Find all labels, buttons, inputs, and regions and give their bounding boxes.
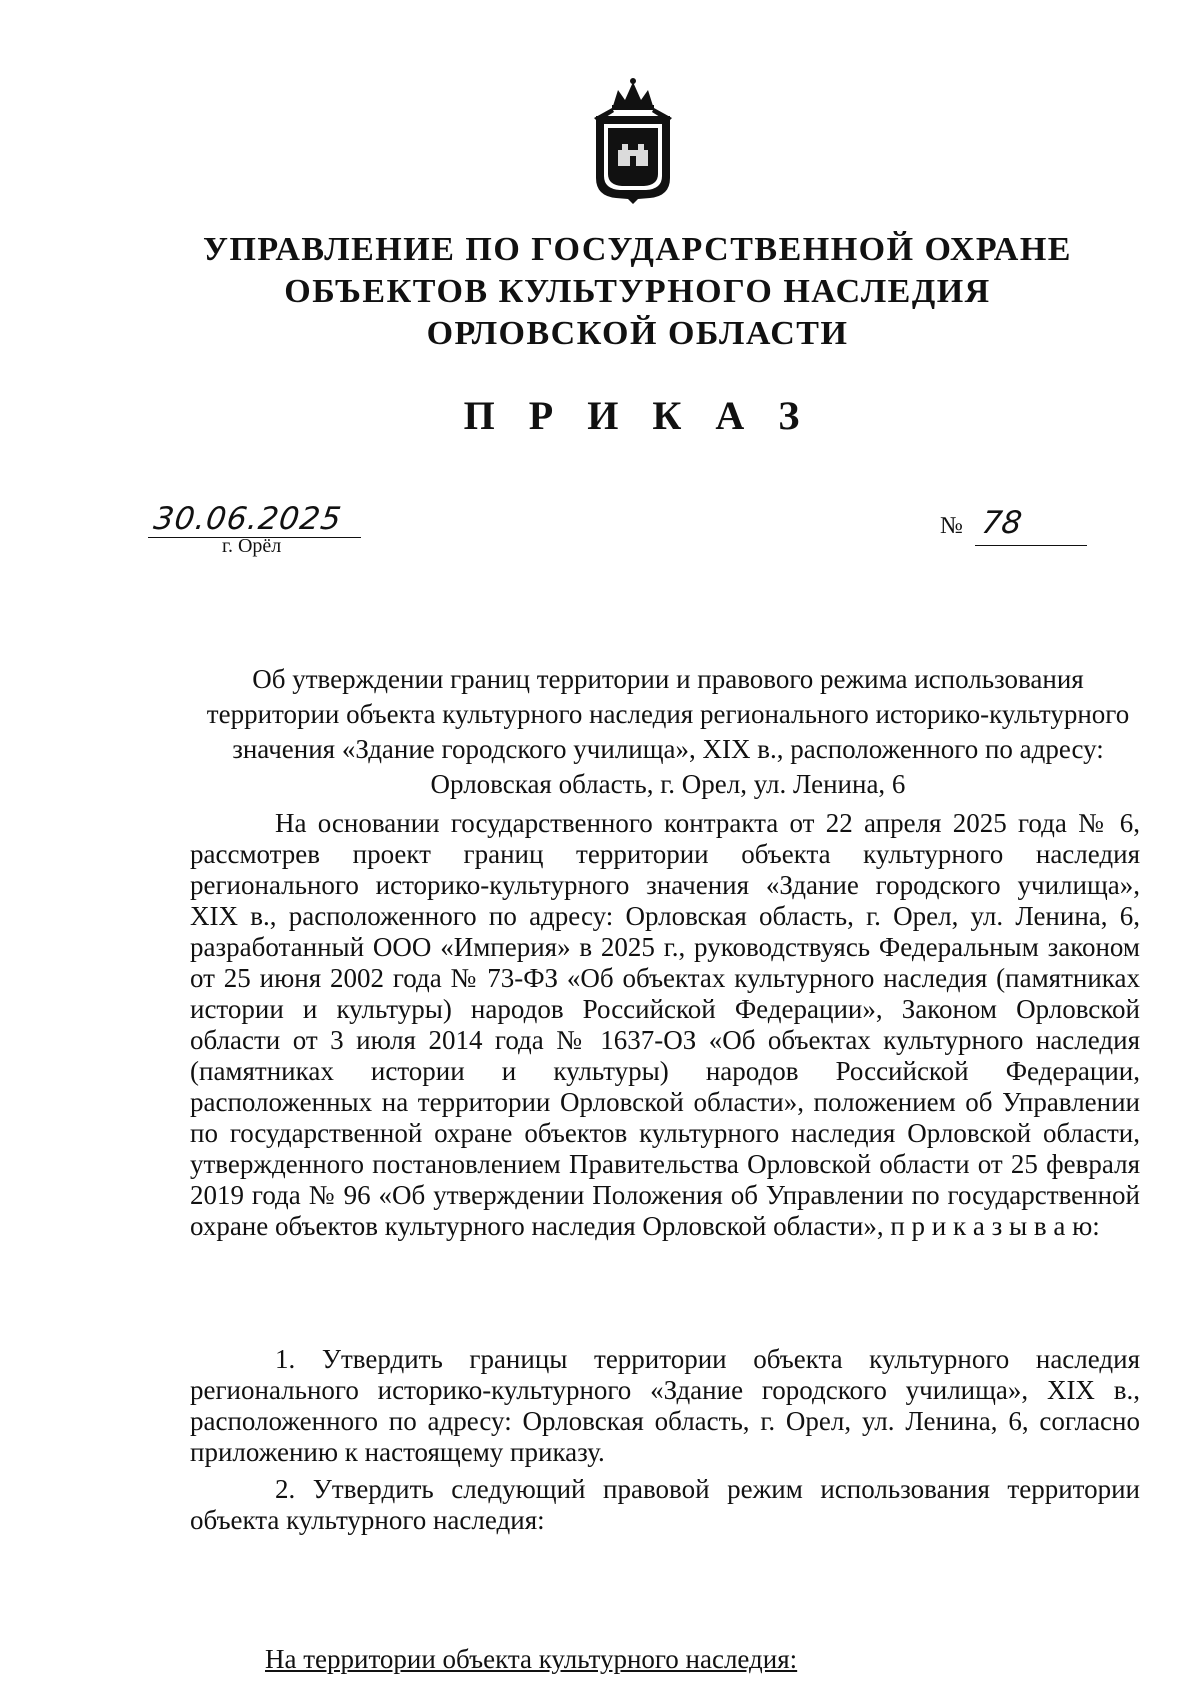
- number-underline: [975, 545, 1087, 546]
- section-heading: На территории объекта культурного наследия:: [265, 1644, 798, 1674]
- order-item-1: 1. Утвердить границы территории объекта культурного наследия регионального историко-культурного «Здание городского училища», XIX в., расположенного по адресу: Орловская область, г. Орел, ул. Ленина, 6, согласно приложению к настоящему приказу.: [190, 1344, 1140, 1467]
- subject-line-2: территории объекта культурного наследия регионального историко-культурного: [206, 699, 1130, 729]
- issuing-authority-line-1: УПРАВЛЕНИЕ ПО ГОСУДАРСТВЕННОЙ ОХРАНЕ: [203, 231, 1072, 268]
- orel-region-coat-of-arms-icon: [588, 78, 678, 204]
- issuing-authority-line-2: ОБЪЕКТОВ КУЛЬТУРНОГО НАСЛЕДИЯ: [284, 273, 991, 310]
- order-item-2: 2. Утвердить следующий правовой режим использования территории объекта культурного наследия:: [190, 1474, 1140, 1535]
- preamble-paragraph: На основании государственного контракта от 22 апреля 2025 года № 6, рассмотрев проект границ территории объекта культурного наследия регионального историко-культурного значения «Здание городского училища», XIX в., расположенного по адресу: Орловская область, г. Орел, ул. Ленина, 6, разработанный ООО «Империя» в 2025 г., руководствуясь Федеральным законом от 25 июня 2002 года № 73-ФЗ «Об объектах культурного наследия (памятниках истории и культуры) народов Российской Федерации», Законом Орловской области от 3 июля 2014 года № 1637-ОЗ «Об объектах культурного наследия (памятниках истории и культуры) народов Российской Федерации, расположенных на территории Орловской области», положением об Управлении по государственной охране объектов культурного наследия Орловской области, утвержденного постановлением Правительства Орловской области от 25 февраля 2019 года № 96 «Об утверждении Положения об Управлении по государственной охране объектов культурного наследия Орловской области», п р и к а з ы в а ю:: [190, 808, 1140, 1241]
- city-label: г. Орёл: [222, 535, 282, 557]
- order-subject: [188, 662, 1148, 802]
- subject-line-3: значения «Здание городского училища», XIX в., расположенного по адресу:: [232, 734, 1104, 764]
- issuing-authority-line-3: ОРЛОВСКОЙ ОБЛАСТИ: [426, 315, 849, 352]
- document-type-title: П Р И К А З: [463, 393, 812, 438]
- handwritten-date: 30.06.2025: [151, 501, 345, 537]
- number-sign: №: [940, 513, 963, 539]
- subject-line-4: Орловская область, г. Орел, ул. Ленина, 6: [430, 769, 906, 799]
- handwritten-order-number: 78: [979, 505, 1024, 541]
- subject-line-1: Об утверждении границ территории и правового режима использования: [252, 664, 1084, 694]
